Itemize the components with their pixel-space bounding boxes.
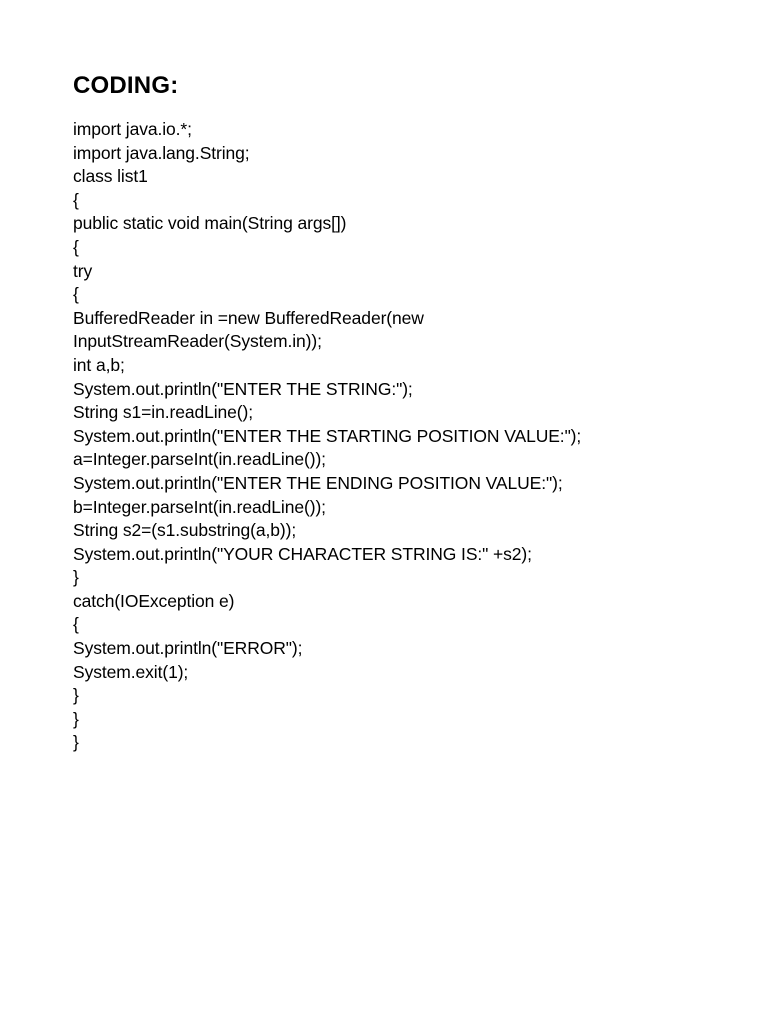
code-line: String s1=in.readLine(); (73, 402, 253, 423)
code-line: System.out.println("ERROR"); (73, 638, 303, 659)
code-line: { (73, 189, 79, 210)
page-heading: CODING: (73, 72, 179, 99)
code-line: System.out.println("YOUR CHARACTER STRING IS:" +s2); (73, 543, 532, 564)
code-line: try (73, 260, 93, 281)
code-line: import java.io.*; (73, 119, 192, 139)
code-line: System.out.println("ENTER THE STRING:"); (73, 378, 413, 399)
code-line: { (73, 614, 79, 635)
code-line: } (73, 732, 79, 753)
code-line: public static void main(String args[]) (73, 213, 347, 234)
code-line: } (73, 685, 79, 706)
code-line: int a,b; (73, 354, 125, 375)
code-line: import java.lang.String; (73, 142, 250, 163)
code-line: InputStreamReader(System.in)); (73, 331, 322, 352)
code-line: a=Integer.parseInt(in.readLine()); (73, 449, 326, 470)
code-line: { (73, 236, 79, 257)
code-line: String s2=(s1.substring(a,b)); (73, 520, 297, 541)
code-line: System.exit(1); (73, 661, 189, 682)
code-line: } (73, 708, 79, 729)
code-line: b=Integer.parseInt(in.readLine()); (73, 496, 326, 517)
code-line: System.out.println("ENTER THE STARTING POSITION VALUE:"); (73, 425, 582, 446)
code-line: BufferedReader in =new BufferedReader(new (73, 307, 424, 328)
code-line: } (73, 567, 79, 588)
code-line: class list1 (73, 166, 148, 187)
code-line: { (73, 284, 79, 305)
code-line: catch(IOException e) (73, 590, 235, 611)
code-block (73, 118, 581, 755)
code-line: System.out.println("ENTER THE ENDING POSITION VALUE:"); (73, 472, 563, 493)
